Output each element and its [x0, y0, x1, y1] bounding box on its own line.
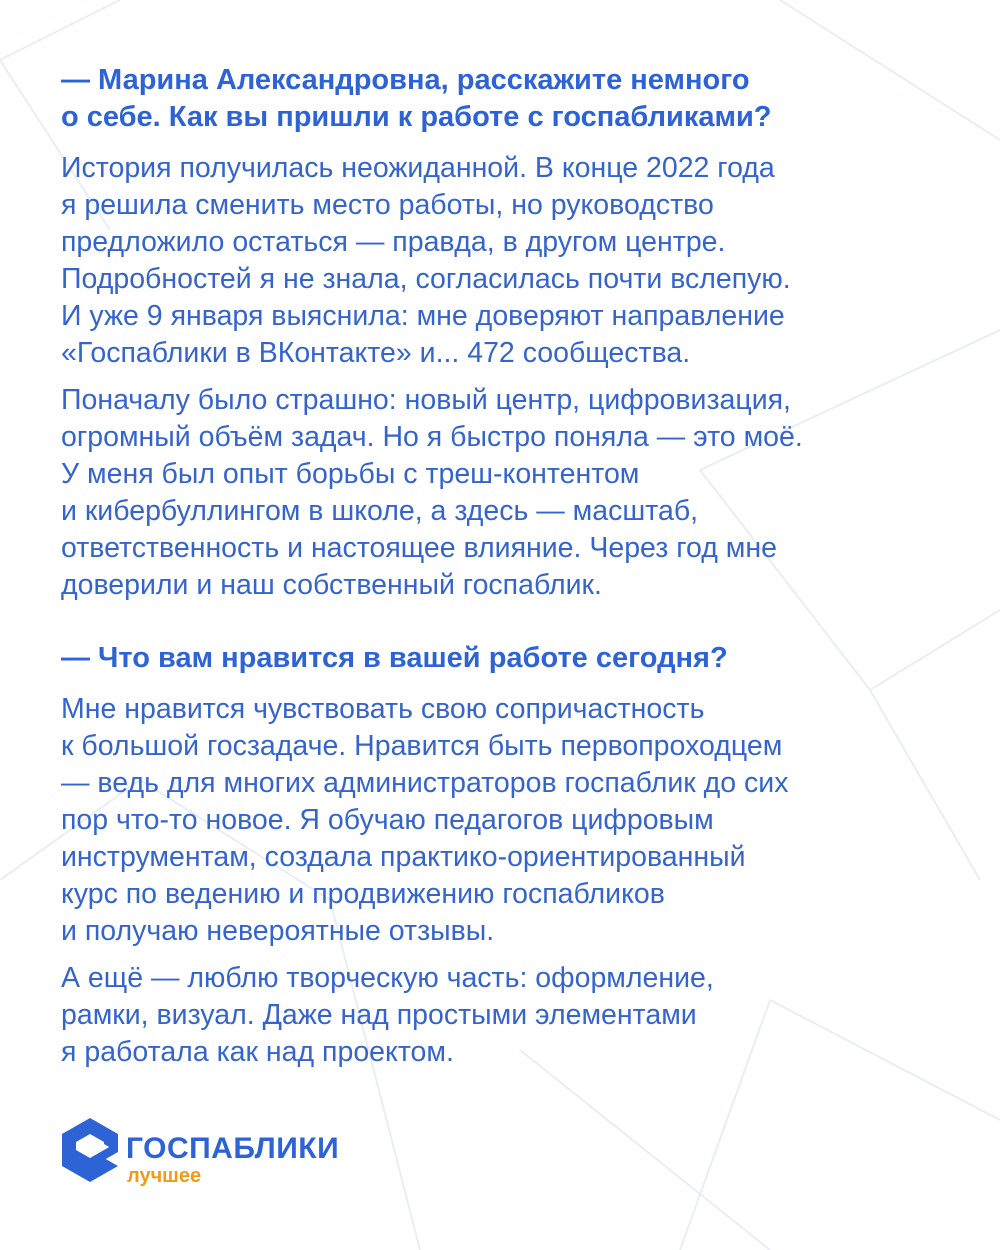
logo-subtitle: лучшее: [127, 1165, 202, 1187]
question-2-line: — Что вам нравится в вашей работе сегодня?: [61, 642, 728, 674]
answer-line: инструментам, создала практико-ориентированный: [61, 841, 746, 873]
answer-line: пор что-то новое. Я обучаю педагогов цифровым: [61, 804, 714, 836]
gospabliki-logo-icon: [58, 1114, 122, 1186]
answer-line: Подробностей я не знала, согласилась почти вслепую.: [61, 263, 791, 295]
answer-line: История получилась неожиданной. В конце 2022 года: [61, 152, 775, 184]
question-2: [61, 640, 951, 677]
answer-line: я решила сменить место работы, но руководство: [61, 189, 714, 221]
answer-line: к большой госзадаче. Нравится быть первопроходцем: [61, 730, 783, 762]
answer-paragraph-3: [61, 691, 951, 950]
answer-paragraph-2: [61, 382, 951, 604]
answer-line: огромный объём задач. Но я быстро поняла — это моё.: [61, 421, 803, 453]
answer-line: предложило остаться — правда, в другом центре.: [61, 226, 726, 258]
answer-line: Мне нравится чувствовать свою сопричастность: [61, 693, 705, 725]
answer-line: У меня был опыт борьбы с треш-контентом: [61, 458, 640, 490]
answer-line: Поначалу было страшно: новый центр, цифровизация,: [61, 384, 791, 416]
logo-title: ГОСПАБЛИКИ: [126, 1132, 340, 1165]
interview-content: [61, 62, 951, 1081]
answer-line: курс по ведению и продвижению госпабликов: [61, 878, 665, 910]
question-1-line: — Марина Александровна, расскажите немного: [61, 64, 750, 96]
answer-line: и получаю невероятные отзывы.: [61, 915, 495, 947]
gospabliki-logo: [58, 1114, 378, 1194]
question-1-line: о себе. Как вы пришли к работе с госпабликами?: [61, 101, 772, 133]
answer-line: я работала как над проектом.: [61, 1036, 454, 1068]
answer-line: И уже 9 января выяснила: мне доверяют направление: [61, 300, 785, 332]
answer-paragraph-1: [61, 150, 951, 372]
question-1: [61, 62, 951, 136]
answer-paragraph-4: [61, 960, 951, 1071]
answer-line: — ведь для многих администраторов госпаблик до сих: [61, 767, 789, 799]
answer-line: «Госпаблики в ВКонтакте» и... 472 сообщества.: [61, 337, 691, 369]
answer-line: рамки, визуал. Даже над простыми элементами: [61, 999, 697, 1031]
answer-line: ответственность и настоящее влияние. Через год мне: [61, 532, 777, 564]
answer-line: и кибербуллингом в школе, а здесь — масштаб,: [61, 495, 699, 527]
answer-line: А ещё — люблю творческую часть: оформление,: [61, 962, 714, 994]
answer-line: доверили и наш собственный госпаблик.: [61, 569, 602, 601]
